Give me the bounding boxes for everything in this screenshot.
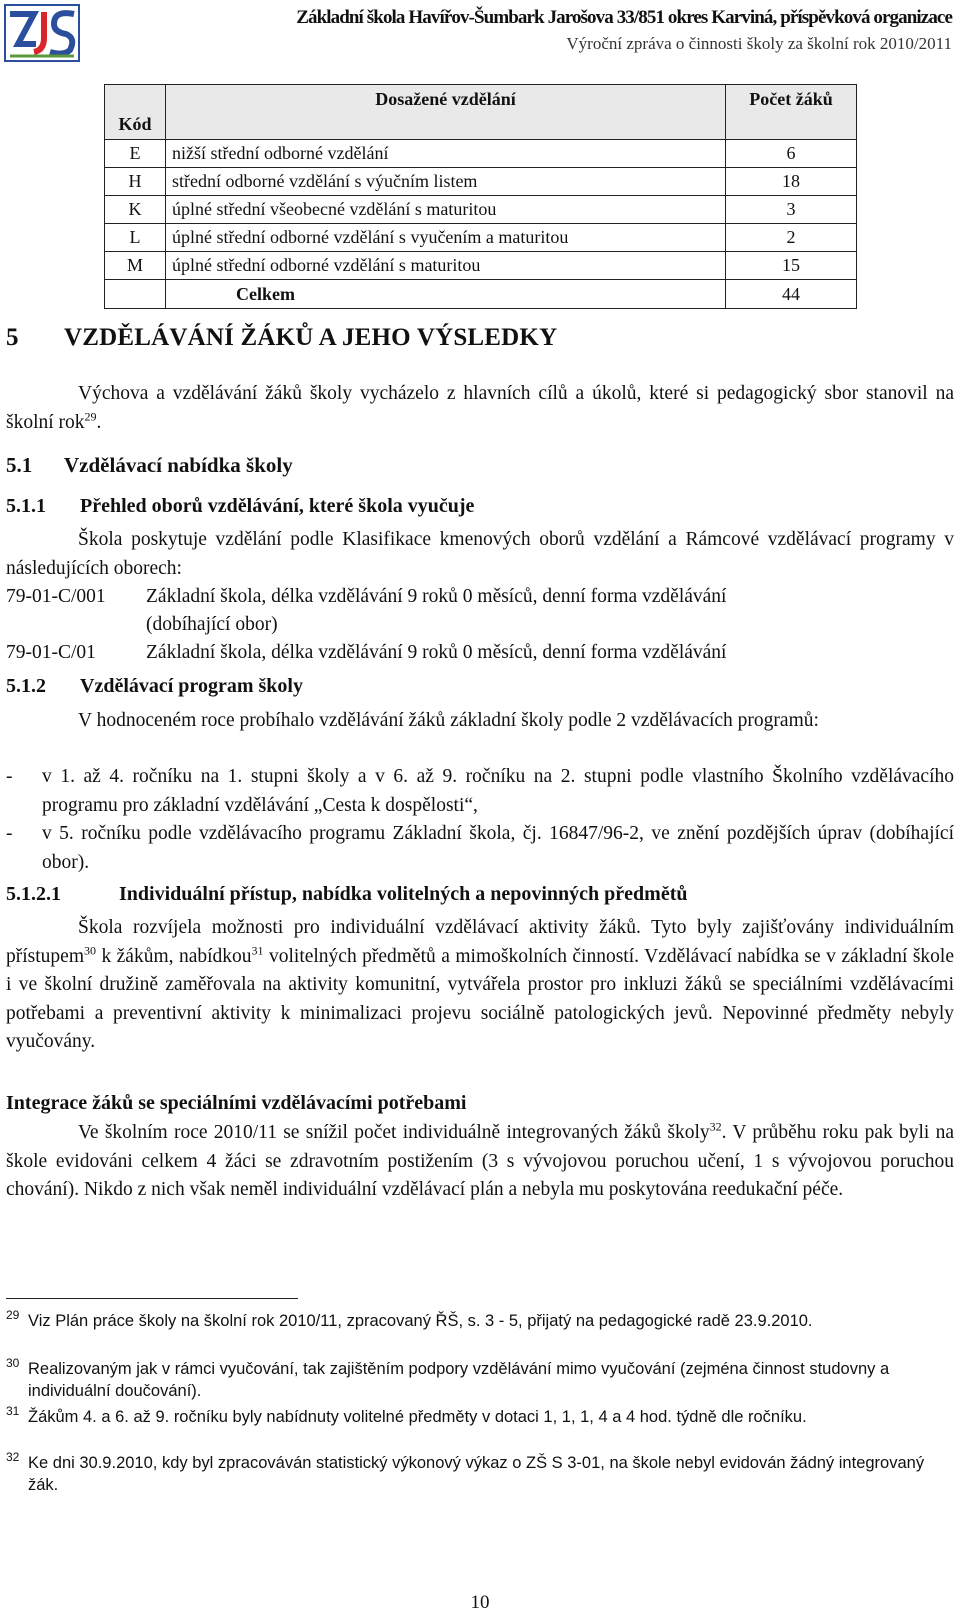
paragraph: Škola rozvíjela možnosti pro individuální vzdělávací aktivity žáků. Tyto byly zajišťovány individuálním přístupem$^{30}$ k žákům, nabídkou$^{31}$ volitelných předmětů a mimoškolních činností. Vzdělávací nabídka se v základní škole i ve školní družině zaměřovala na aktivity komunitní, vytvářela prostor pro inkluzi žáků se speciálními vzdělávacími potřebami a preventivní aktivity k minimalizaci projevu sociálně patologických jevů. Nepovinné předměty nebyly vyučovány. [6,917,954,1052]
column-header-education: Dosažené vzdělání [166,85,726,114]
section-heading [6,324,557,352]
field-desc: Základní škola, délka vzdělávání 9 roků 0 měsíců, denní forma vzdělávání [146,586,727,607]
row-education: úplné střední všeobecné vzdělání s maturitou [166,196,726,224]
row-code: L [105,224,166,252]
page-number: 10 [470,1592,490,1613]
subsection-heading: 5.1.2.1 Individuální přístup, nabídka volitelných a nepovinných předmětů [6,883,688,905]
row-code: H [105,168,166,196]
footnote-divider [6,1298,298,1299]
education-table [104,84,857,309]
footnote: 31 Žákům 4. a 6. až 9. ročníku byly nabídnuty volitelné předměty v dotaci 1, 1, 1, 4 a 4 hod. týdně dle ročníku. [6,1404,807,1426]
row-count: 3 [726,196,857,224]
row-code: M [105,252,166,280]
table-row [105,140,857,168]
footnote-ref[interactable]: 32 [709,1119,722,1134]
field-item [6,639,726,667]
table-row [105,168,857,196]
column-header-count: Počet žáků [726,85,857,114]
report-title: Výroční zpráva o činnosti školy za školní rok 2010/2011 [566,34,952,53]
subsection-heading: 5.1.2 Vzdělávací program školy [6,675,303,697]
page-header [0,0,960,72]
row-count: 6 [726,140,857,168]
section-number: 5 [6,324,19,351]
subsection-heading: 5.1.1 Přehled oborů vzdělávání, které škola vyučuje [6,495,475,517]
field-code: 79-01-C/01 [6,642,96,663]
section-intro: Výchova a vzdělávání žáků školy vycházelo z hlavních cílů a úkolů, které si pedagogický sbor stanovil na školní rok$^{29}$. [6,383,954,433]
field-cont: (dobíhající obor) [146,614,278,635]
field-item [6,583,726,639]
paragraph: V hodnoceném roce probíhalo vzdělávání žáků základní školy podle 2 vzdělávacích programů: [78,710,819,731]
table-row [105,224,857,252]
footnote-ref[interactable]: 31 [251,943,264,957]
footnote-ref[interactable]: 29 [84,409,97,423]
row-count: 2 [726,224,857,252]
row-code: K [105,196,166,224]
table-total-row [105,280,857,309]
subsection-heading: 5.1 Vzdělávací nabídka školy [6,453,293,477]
field-desc: Základní škola, délka vzdělávání 9 roků 0 měsíců, denní forma vzdělávání [146,642,727,663]
footnote-ref[interactable]: 30 [84,943,96,957]
school-logo [4,4,80,62]
column-header-code: Kód [105,85,166,140]
row-count: 15 [726,252,857,280]
list-item: - v 1. až 4. ročníku na 1. stupni školy a v 6. až 9. ročníku na 2. stupni podle vlastního Školního vzdělávacího programu pro základní vzdělávání „Cesta k dospělosti“, [6,766,954,816]
footnote: 29 Viz Plán práce školy na školní rok 2010/11, zpracovaný ŘŠ, s. 3 - 5, přijatý na pedagogické radě 23.9.2010. [6,1308,813,1330]
row-education: střední odborné vzdělání s výučním listem [166,168,726,196]
row-education: nižší střední odborné vzdělání [166,140,726,168]
paragraph: Škola poskytuje vzdělání podle Klasifikace kmenových oborů vzdělání a Rámcové vzdělávací programy v následujících oborech: [6,529,954,579]
total-value: 44 [726,280,857,309]
table-row [105,196,857,224]
list-item: - v 5. ročníku podle vzdělávacího programu Základní škola, čj. 16847/96-2, ve znění pozdějších úprav (dobíhající obor). [6,823,954,873]
paragraph: Ve školním roce 2010/11 se snížil počet individuálně integrovaných žáků školy$^{32}$. V průběhu roku pak byli na škole evidováni celkem 4 žáci se zdravotním postižením (3 s vývojovou poruchou učení, 1 s vývojovou poruchou chování). Nikdo z nich však neměl individuální vzdělávací plán a nebyla mu poskytována reedukační péče. [6,1119,954,1200]
footnote: 32 Ke dni 30.9.2010, kdy byl zpracováván statistický výkonový výkaz o ZŠ S 3-01, na škole nebyl evidován žádný integrovaný žák. [6,1450,925,1494]
table-row [105,252,857,280]
row-code: E [105,140,166,168]
table-header-row [105,85,857,114]
integration-heading: Integrace žáků se speciálními vzdělávacími potřebami [6,1092,467,1114]
row-count: 18 [726,168,857,196]
total-label: Celkem [166,280,726,309]
footnote: 30 Realizovaným jak v rámci vyučování, tak zajištěním podpory vzdělávání mimo vyučování (zejména činnost studovny a individuální doučování). [6,1356,890,1400]
section-title: VZDĚLÁVÁNÍ ŽÁKŮ A JEHO VÝSLEDKY [64,324,558,351]
row-education: úplné střední odborné vzdělání s maturitou [166,252,726,280]
table-header-row-2 [105,113,857,140]
row-education: úplné střední odborné vzdělání s vyučením a maturitou [166,224,726,252]
school-name: Základní škola Havířov-Šumbark Jarošova 33/851 okres Karviná, příspěvková organizace [296,7,952,28]
field-code: 79-01-C/001 [6,586,106,607]
